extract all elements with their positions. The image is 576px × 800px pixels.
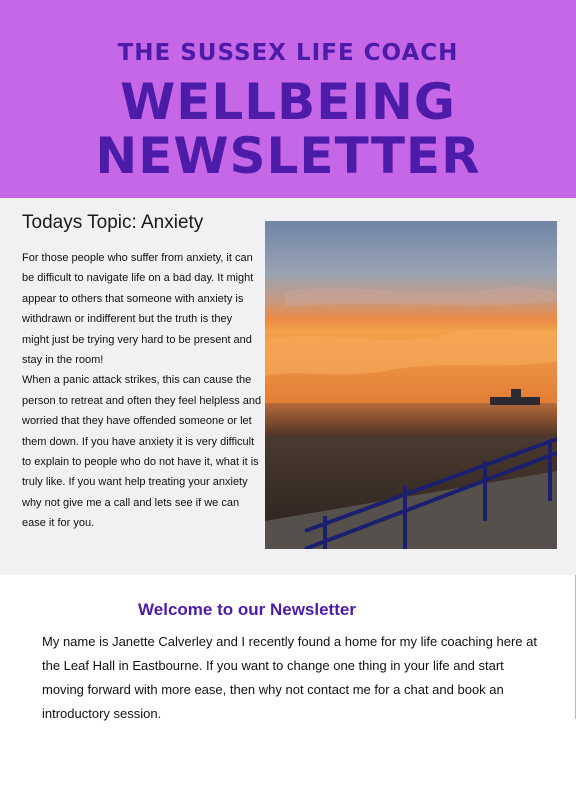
welcome-heading: Welcome to our Newsletter [138,600,356,619]
welcome-text: My name is Janette Calverley and I recently found a home for my life coaching here at the Leaf Hall in Eastbourne. If you want to change one thing in your life and start moving forward with more ease, then why not contact me for a chat and book an introductory session. [42,634,537,721]
header-title-line-2: NEWSLETTER [95,127,481,185]
topic-paragraph-2: When a panic attack strikes, this can cause the person to retreat and often they feel helpless and worried that they have offended someone or let them down. If you have anxiety it is very difficult to explain to people who do not have it, what it is truly like. If you want help treating your anxiety why not give me a call and lets see if we can ease it for you. [22,374,262,530]
header-subtitle: THE SUSSEX LIFE COACH [117,40,459,66]
topic-heading: Todays Topic: Anxiety [22,212,204,233]
topic-paragraph-1: For those people who suffer from anxiety, it can be difficult to navigate life on a bad day. It might appear to others that someone with anxiety is withdrawn or indifferent but the truth is they might just be trying very hard to be present and stay in the room! [22,252,254,367]
header-title-line-1: WELLBEING [120,73,456,131]
sunset-pier-photo [265,221,557,549]
newsletter-header [0,0,576,198]
topic-body [22,248,262,534]
